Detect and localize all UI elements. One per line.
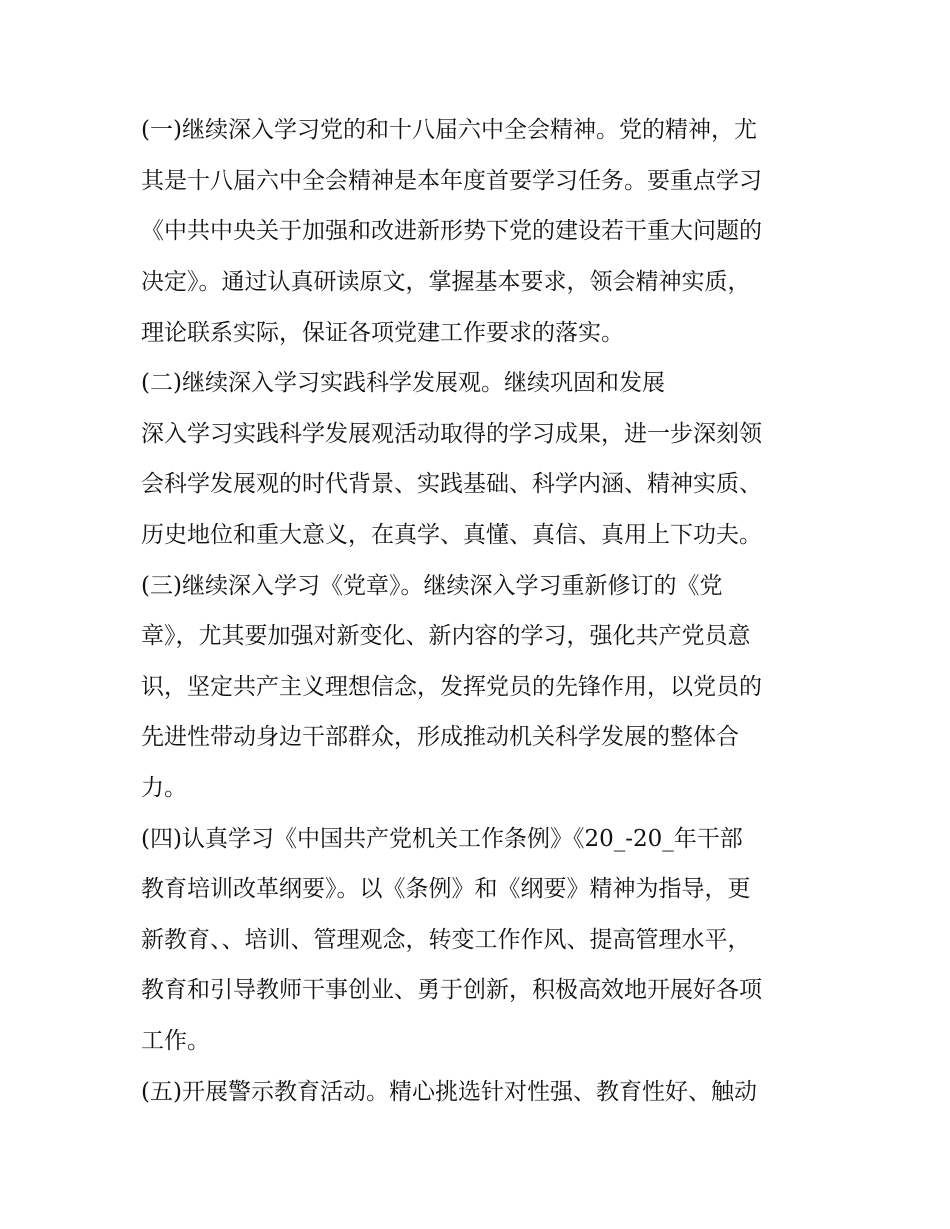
text-line: 会科学发展观的时代背景、实践基础、科学内涵、精神实质、 [141, 471, 762, 497]
text-line: 历史地位和重大意义，在真学、真懂、真信、真用上下功夫。 [141, 522, 762, 548]
text-line: 决定》。通过认真研读原文，掌握基本要求，领会精神实质， [141, 269, 751, 295]
text-line: (一)继续深入学习党的和十八届六中全会精神。党的精神，尤 [141, 117, 757, 143]
text-line: 识，坚定共产主义理想信念，发挥党员的先锋作用，以党员的 [141, 674, 762, 700]
text-line: 先进性带动身边干部群众，形成推动机关科学发展的整体合 [141, 724, 739, 750]
text-line: 深入学习实践科学发展观活动取得的学习成果，进一步深刻领 [141, 421, 762, 447]
text-line: 新教育、、培训、管理观念，转变工作作风、提高管理水平， [141, 927, 751, 953]
text-line: 工作。 [141, 1028, 210, 1054]
text-line: (二)继续深入学习实践科学发展观。继续巩固和发展 [141, 370, 665, 396]
text-line: 教育和引导教师干事创业、勇于创新，积极高效地开展好各项 [141, 977, 762, 1003]
text-line: (三)继续深入学习《党章》。继续深入学习重新修订的《党 [141, 573, 723, 599]
text-line: 理论联系实际，保证各项党建工作要求的落实。 [141, 320, 624, 346]
text-line: (五)开展警示教育活动。精心挑选针对性强、教育性好、触动 [141, 1079, 757, 1105]
text-line: 力。 [141, 775, 187, 801]
text-line: 《中共中央关于加强和改进新形势下党的建设若干重大问题的 [141, 218, 762, 244]
text-line: 其是十八届六中全会精神是本年度首要学习任务。要重点学习 [141, 168, 762, 194]
text-line: 章》，尤其要加强对新变化、新内容的学习，强化共产党员意 [141, 623, 751, 649]
text-line: (四)认真学习《中国共产党机关工作条例》《20_-20_年干部 [141, 826, 743, 852]
text-line: 教育培训改革纲要》。以《条例》和《纲要》精神为指导，更 [141, 876, 751, 902]
